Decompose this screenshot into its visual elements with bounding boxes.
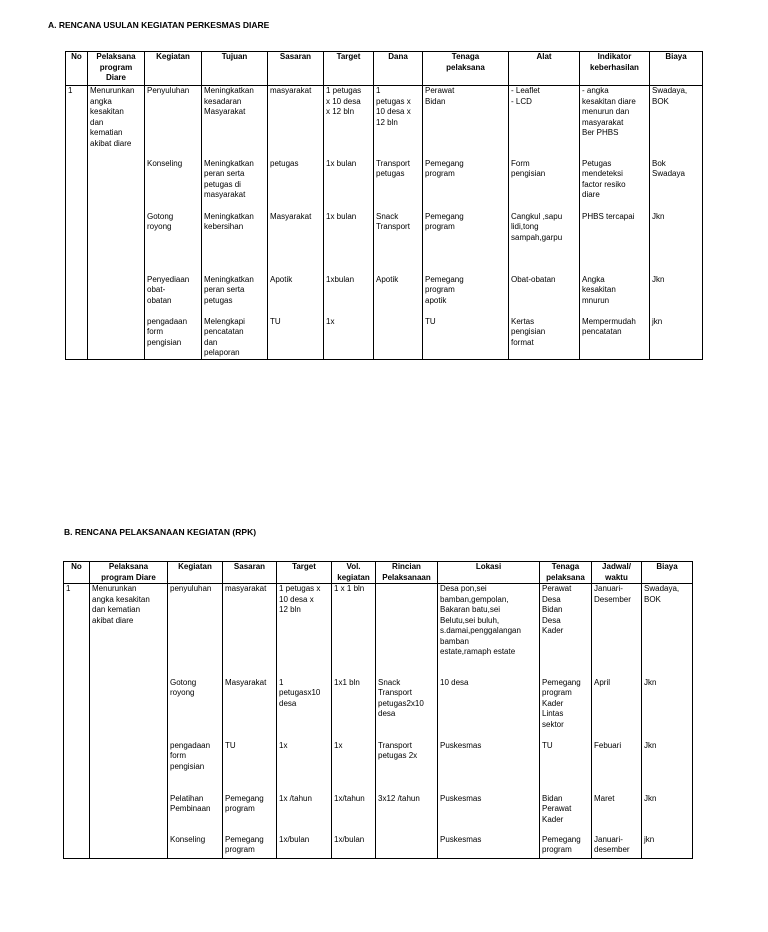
section-a-title: A. RENCANA USULAN KEGIATAN PERKESMAS DIARE <box>48 20 270 30</box>
header-tenaga: Tenaga pelaksana <box>540 562 592 584</box>
table-cell: Apotik <box>268 275 324 317</box>
table-cell: PHBS tercapai <box>580 212 650 275</box>
table-usulan-kegiatan <box>65 51 703 360</box>
table-cell: Penyuluhan <box>145 86 202 159</box>
table-cell: 1x <box>332 741 376 794</box>
table-cell: Petugas mendeteksi factor resiko diare <box>580 159 650 212</box>
header-no: No <box>64 562 90 584</box>
table-cell: Pemegang program <box>540 835 592 859</box>
table-cell: 1x <box>277 741 332 794</box>
table-cell: Menurunkan angka kesakitan dan kematian akibat diare <box>90 584 168 678</box>
table-cell: Konseling <box>168 835 223 859</box>
header-pelaksana: Pelaksana program Diare <box>88 52 145 86</box>
table-cell: - angka kesakitan diare menurun dan masyarakat Ber PHBS <box>580 86 650 159</box>
table-cell <box>90 741 168 794</box>
header-kegiatan: Kegiatan <box>145 52 202 86</box>
table-cell: Bok Swadaya <box>650 159 703 212</box>
table-row <box>64 835 693 859</box>
table-cell: 1x <box>324 317 374 360</box>
table-cell: Febuari <box>592 741 642 794</box>
table-cell: TU <box>540 741 592 794</box>
table-cell: Snack Transport petugas2x10 desa <box>376 678 438 741</box>
table-cell <box>376 835 438 859</box>
table-cell: Pemegang program <box>223 835 277 859</box>
table-cell: 1xbulan <box>324 275 374 317</box>
table-cell: Bidan Perawat Kader <box>540 794 592 835</box>
header-target: Target <box>324 52 374 86</box>
table-cell <box>374 317 423 360</box>
table-cell: Maret <box>592 794 642 835</box>
table-cell: Meningkatkan kesadaran Masyarakat <box>202 86 268 159</box>
table-cell: Puskesmas <box>438 794 540 835</box>
table-cell: Jkn <box>650 275 703 317</box>
section-b-title: B. RENCANA PELAKSANAAN KEGIATAN (RPK) <box>64 527 257 537</box>
header-lokasi: Lokasi <box>438 562 540 584</box>
header-vol-kegiatan: Vol. kegiatan <box>332 562 376 584</box>
table-rencana-pelaksanaan <box>63 561 693 859</box>
table-cell: Pemegang program <box>423 159 509 212</box>
table-cell <box>66 159 88 212</box>
table-cell: Januari- desember <box>592 835 642 859</box>
table-cell <box>88 275 145 317</box>
header-sasaran: Sasaran <box>223 562 277 584</box>
table-cell: 1x bulan <box>324 212 374 275</box>
table-cell: Obat-obatan <box>509 275 580 317</box>
table-row <box>64 584 693 678</box>
table-row <box>66 317 703 360</box>
header-biaya: Biaya <box>642 562 693 584</box>
table-cell: penyuluhan <box>168 584 223 678</box>
table-cell: Jkn <box>642 794 693 835</box>
header-sasaran: Sasaran <box>268 52 324 86</box>
table-cell: Masyarakat <box>223 678 277 741</box>
table-cell: Swadaya, BOK <box>642 584 693 678</box>
table-cell: 1 petugas x 10 desa x 12 bln <box>324 86 374 159</box>
table-cell: Pemegang program Kader Lintas sektor <box>540 678 592 741</box>
header-jadwal: Jadwal/ waktu <box>592 562 642 584</box>
table-b-header <box>64 562 693 584</box>
table-cell <box>88 317 145 360</box>
table-cell: Angka kesakitan mnurun <box>580 275 650 317</box>
table-cell: 1 petugas x 10 desa x 12 bln <box>374 86 423 159</box>
table-cell <box>88 212 145 275</box>
table-cell <box>64 794 90 835</box>
header-tenaga: Tenaga pelaksana <box>423 52 509 86</box>
table-cell <box>90 794 168 835</box>
table-cell: Kertas pengisian format <box>509 317 580 360</box>
table-row <box>66 86 703 159</box>
table-cell: Masyarakat <box>268 212 324 275</box>
table-cell: 1x /tahun <box>277 794 332 835</box>
table-cell: Transport petugas <box>374 159 423 212</box>
table-cell: Cangkul ,sapu lidi,tong sampah,garpu <box>509 212 580 275</box>
table-cell: Penyediaan obat- obatan <box>145 275 202 317</box>
table-cell: TU <box>423 317 509 360</box>
header-pelaksana: Pelaksana program Diare <box>90 562 168 584</box>
table-cell: TU <box>223 741 277 794</box>
table-cell <box>66 317 88 360</box>
table-cell: Meningkatkan kebersihan <box>202 212 268 275</box>
table-cell: 1 petugasx10 desa <box>277 678 332 741</box>
table-cell: 1x1 bln <box>332 678 376 741</box>
table-cell: petugas <box>268 159 324 212</box>
table-row <box>66 159 703 212</box>
table-cell <box>88 159 145 212</box>
table-row <box>64 741 693 794</box>
table-cell: Konseling <box>145 159 202 212</box>
table-cell: Pelatihan Pembinaan <box>168 794 223 835</box>
table-cell: jkn <box>650 317 703 360</box>
table-cell: Puskesmas <box>438 835 540 859</box>
table-cell: Jkn <box>642 678 693 741</box>
table-cell: 1x/bulan <box>277 835 332 859</box>
table-cell <box>64 678 90 741</box>
table-cell: Menurunkan angka kesakitan dan kematian akibat diare <box>88 86 145 159</box>
table-cell: Gotong royong <box>145 212 202 275</box>
table-cell <box>64 835 90 859</box>
table-cell: Meningkatkan peran serta petugas <box>202 275 268 317</box>
table-row <box>66 275 703 317</box>
table-cell: 1 <box>64 584 90 678</box>
header-tujuan: Tujuan <box>202 52 268 86</box>
table-cell: 1 petugas x 10 desa x 12 bln <box>277 584 332 678</box>
table-row <box>66 212 703 275</box>
header-no: No <box>66 52 88 86</box>
table-cell: 1x/bulan <box>332 835 376 859</box>
table-row <box>64 678 693 741</box>
table-cell: Pemegang program apotik <box>423 275 509 317</box>
table-cell: jkn <box>642 835 693 859</box>
table-cell: 1 <box>66 86 88 159</box>
table-cell: 1x/tahun <box>332 794 376 835</box>
table-cell: Form pengisian <box>509 159 580 212</box>
table-cell: pengadaan form pengisian <box>168 741 223 794</box>
table-cell: Swadaya, BOK <box>650 86 703 159</box>
table-cell <box>90 678 168 741</box>
header-rincian: Rincian Pelaksanaan <box>376 562 438 584</box>
table-cell: Januari- Desember <box>592 584 642 678</box>
table-cell: Snack Transport <box>374 212 423 275</box>
header-indikator: Indikator keberhasilan <box>580 52 650 86</box>
table-cell: Desa pon,sei bamban,gempolan, Bakaran batu,sei Belutu,sei buluh, s.damai,penggalangan bamban estate,ramaph estate <box>438 584 540 678</box>
table-cell: April <box>592 678 642 741</box>
table-cell <box>376 584 438 678</box>
table-cell: Jkn <box>650 212 703 275</box>
table-cell: Transport petugas 2x <box>376 741 438 794</box>
table-cell <box>90 835 168 859</box>
table-cell: 1x bulan <box>324 159 374 212</box>
table-cell <box>66 212 88 275</box>
header-kegiatan: Kegiatan <box>168 562 223 584</box>
table-cell: TU <box>268 317 324 360</box>
table-cell: Perawat Desa Bidan Desa Kader <box>540 584 592 678</box>
table-cell: 1 x 1 bln <box>332 584 376 678</box>
table-cell: Meningkatkan peran serta petugas di masyarakat <box>202 159 268 212</box>
table-cell: Apotik <box>374 275 423 317</box>
table-a-header <box>66 52 703 86</box>
table-cell <box>66 275 88 317</box>
table-cell: Puskesmas <box>438 741 540 794</box>
table-cell: masyarakat <box>223 584 277 678</box>
table-cell: Pemegang program <box>423 212 509 275</box>
table-cell: Mempermudah pencatatan <box>580 317 650 360</box>
header-biaya: Biaya <box>650 52 703 86</box>
header-dana: Dana <box>374 52 423 86</box>
table-cell: Gotong royong <box>168 678 223 741</box>
table-cell: masyarakat <box>268 86 324 159</box>
table-cell: 3x12 /tahun <box>376 794 438 835</box>
table-row <box>64 794 693 835</box>
table-cell: 10 desa <box>438 678 540 741</box>
table-cell: pengadaan form pengisian <box>145 317 202 360</box>
header-alat: Alat <box>509 52 580 86</box>
table-cell: Jkn <box>642 741 693 794</box>
table-cell: Pemegang program <box>223 794 277 835</box>
table-cell <box>64 741 90 794</box>
table-cell: Melengkapi pencatatan dan pelaporan <box>202 317 268 360</box>
table-cell: Perawat Bidan <box>423 86 509 159</box>
header-target: Target <box>277 562 332 584</box>
table-cell: - Leaflet - LCD <box>509 86 580 159</box>
